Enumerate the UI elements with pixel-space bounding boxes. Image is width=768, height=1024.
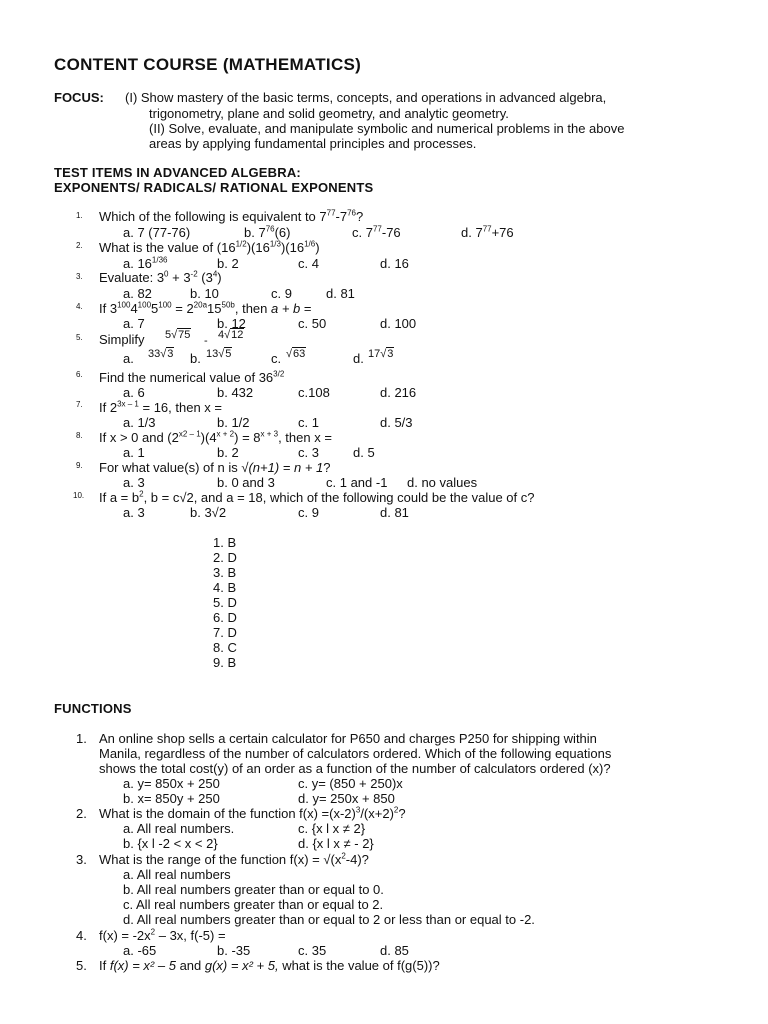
choice-b: b. 0 and 3 bbox=[217, 475, 275, 490]
choice-a: a. All real numbers bbox=[123, 867, 231, 882]
choice-b: b. -35 bbox=[217, 943, 251, 958]
question-number: 7. bbox=[76, 400, 83, 409]
choice-d: d. 81 bbox=[380, 505, 409, 520]
question-8-text: If x > 0 and $(2^{x2 - 1})(4^{x + 2}) = 8^{x + 3}$, then x = bbox=[99, 429, 332, 445]
answer-key-item: 8. C bbox=[213, 640, 237, 655]
question-number: 2. bbox=[76, 241, 83, 250]
choice-c: c. 50 bbox=[298, 316, 327, 331]
section-heading-algebra: TEST ITEMS IN ADVANCED ALGEBRA: bbox=[54, 165, 301, 180]
choice-a: a. 1/3 bbox=[123, 415, 156, 430]
choice-b: b. $7^{76}(6)$ bbox=[244, 224, 291, 240]
choice-a-label: a. bbox=[123, 351, 134, 366]
choice-d: d. 16 bbox=[380, 256, 409, 271]
choice-a: a. y= 850x + 250 bbox=[123, 776, 220, 791]
choice-c: c. 9 bbox=[271, 286, 292, 301]
choice-b: 13√5 bbox=[206, 348, 232, 360]
question-number: 3. bbox=[76, 852, 87, 867]
choice-a: a. All real numbers. bbox=[123, 821, 235, 836]
answer-key-item: 6. D bbox=[213, 610, 237, 625]
choice-a: a. 7 (77-76) bbox=[123, 225, 191, 240]
choice-d: d. no values bbox=[407, 475, 478, 490]
choice-b: b. 432 bbox=[217, 385, 254, 400]
focus-line-1: (I) Show mastery of the basic terms, concepts, and operations in advanced algebra, bbox=[125, 90, 607, 105]
choice-d: d. 81 bbox=[326, 286, 355, 301]
choice-b-label: b. bbox=[190, 351, 201, 366]
radical-expression-1: 5√75 bbox=[165, 329, 191, 341]
choice-d: d. {x l x ≠ - 2} bbox=[298, 836, 374, 851]
focus-line-2: trigonometry, plane and solid geometry, and analytic geometry. bbox=[149, 106, 509, 121]
choice-a: a. 7 bbox=[123, 316, 145, 331]
choice-b: b. {x l -2 < x < 2} bbox=[123, 836, 218, 851]
focus-label: FOCUS: bbox=[54, 90, 104, 105]
question-1-text: Which of the following is equivalent to $7^{77}-7^{76}$? bbox=[99, 208, 364, 224]
answer-key-item: 7. D bbox=[213, 625, 237, 640]
answer-key-item: 3. B bbox=[213, 565, 237, 580]
choice-b: b. 1/2 bbox=[217, 415, 250, 430]
question-number: 2. bbox=[76, 806, 87, 821]
answer-key-item: 5. D bbox=[213, 595, 237, 610]
question-number: 4. bbox=[76, 302, 83, 311]
section-heading-functions: FUNCTIONS bbox=[54, 701, 132, 716]
focus-line-4: areas by applying fundamental principles and processes. bbox=[149, 136, 477, 151]
question-number: 6. bbox=[76, 370, 83, 379]
question-number: 1. bbox=[76, 211, 83, 220]
choice-a: a. 82 bbox=[123, 286, 152, 301]
choice-c: c. {x l x ≠ 2} bbox=[298, 821, 366, 836]
function-question-1-line-2: Manila, regardless of the number of calculators ordered. Which of the following equations bbox=[99, 746, 612, 761]
choice-d: d. $7^{77}+76$ bbox=[461, 224, 514, 240]
question-number: 5. bbox=[76, 333, 83, 342]
choice-d: d. 5 bbox=[353, 445, 375, 460]
choice-a: 33√3 bbox=[148, 348, 174, 360]
choice-c: c. 1 bbox=[298, 415, 319, 430]
choice-c: c.108 bbox=[298, 385, 330, 400]
question-3-text: Evaluate: $3^0 + 3^{-2}$ $(3^4)$ bbox=[99, 269, 222, 285]
function-question-2-text: What is the domain of the function $f(x) =(x-2)^3/(x+2)^2$? bbox=[99, 805, 406, 821]
choice-c: √63 bbox=[286, 348, 306, 360]
function-question-1-line-1: An online shop sells a certain calculator for P650 and charges P250 for shipping within bbox=[99, 731, 597, 746]
choice-b: b. 10 bbox=[190, 286, 219, 301]
minus-sign: - bbox=[204, 335, 208, 347]
choice-d: d. 100 bbox=[380, 316, 417, 331]
question-number: 3. bbox=[76, 272, 83, 281]
choice-b: b. 12 bbox=[217, 316, 246, 331]
choice-c: c. 4 bbox=[298, 256, 319, 271]
question-number: 9. bbox=[76, 461, 83, 470]
question-number: 1. bbox=[76, 731, 87, 746]
function-question-1-line-3: shows the total cost(y) of an order as a function of the number of calculators ordered (x)? bbox=[99, 761, 611, 776]
choice-d-label: d. bbox=[353, 351, 364, 366]
choice-b: b. x= 850y + 250 bbox=[123, 791, 220, 806]
choice-c-label: c. bbox=[271, 351, 282, 366]
choice-d: 17√3 bbox=[368, 348, 394, 360]
question-6-text: Find the numerical value of $36^{3/2}$ bbox=[99, 369, 285, 385]
choice-b: b. 2 bbox=[217, 256, 239, 271]
choice-c: c. 9 bbox=[298, 505, 319, 520]
question-number: 4. bbox=[76, 928, 87, 943]
choice-a: a. 1 bbox=[123, 445, 145, 460]
choice-c: c. 35 bbox=[298, 943, 327, 958]
question-7-text: If $2^{3x - 1} = 16$, then x = bbox=[99, 399, 222, 415]
choice-b: b. 3√2 bbox=[190, 505, 227, 520]
page-title: CONTENT COURSE (MATHEMATICS) bbox=[54, 55, 362, 74]
choice-c: c. 1 and -1 bbox=[326, 475, 388, 490]
question-number: 8. bbox=[76, 431, 83, 440]
choice-d: d. 216 bbox=[380, 385, 417, 400]
focus-line-3: (II) Solve, evaluate, and manipulate symbolic and numerical problems in the above bbox=[149, 121, 625, 136]
choice-d: d. All real numbers greater than or equal to 2 or less than or equal to -2. bbox=[123, 912, 535, 927]
choice-a: a. $16^{1/36}$ bbox=[123, 255, 168, 271]
choice-a: a. 3 bbox=[123, 505, 145, 520]
choice-d: d. 5/3 bbox=[380, 415, 413, 430]
question-2-text: What is the value of $(16^{1/2})(16^{1/3})(16^{1/6})$ bbox=[99, 239, 320, 255]
radical-expression-2: 4√12 bbox=[218, 329, 244, 341]
answer-key-item: 9. B bbox=[213, 655, 237, 670]
question-4-text: If $3^{100}4^{100}5^{100} = 2^{20a}15^{50b}$, then a + b = bbox=[99, 300, 312, 316]
function-question-3-text: What is the range of the function $f(x) = √(x^2-4)$? bbox=[99, 851, 369, 867]
choice-b: b. All real numbers greater than or equal to 0. bbox=[123, 882, 384, 897]
question-number: 5. bbox=[76, 958, 87, 973]
function-question-4-text: $f(x) = -2x^2 - 3x$, f(-5) = bbox=[99, 927, 226, 943]
question-number: 10. bbox=[73, 491, 85, 500]
section-heading-exponents: EXPONENTS/ RADICALS/ RATIONAL EXPONENTS bbox=[54, 180, 374, 195]
answer-key-item: 1. B bbox=[213, 535, 237, 550]
answer-key-item: 2. D bbox=[213, 550, 237, 565]
answer-key-item: 4. B bbox=[213, 580, 237, 595]
question-9-text: For what value(s) of n is √(n+1) = n + 1? bbox=[99, 460, 331, 475]
choice-a: a. -65 bbox=[123, 943, 157, 958]
choice-c: c. All real numbers greater than or equal to 2. bbox=[123, 897, 384, 912]
choice-d: d. 85 bbox=[380, 943, 409, 958]
choice-c: c. 3 bbox=[298, 445, 319, 460]
question-10-text: If $a = b^2$, b = c√2, and a = 18, which of the following could be the value of c? bbox=[99, 489, 535, 505]
choice-c: c. y= (850 + 250)x bbox=[298, 776, 403, 791]
choice-a: a. 6 bbox=[123, 385, 145, 400]
choice-b: b. 2 bbox=[217, 445, 239, 460]
function-question-5-text: If f(x) = x² – 5 and g(x) = x² + 5, what is the value of f(g(5))? bbox=[99, 958, 440, 973]
choice-d: d. y= 250x + 850 bbox=[298, 791, 395, 806]
choice-a: a. 3 bbox=[123, 475, 145, 490]
choice-c: c. $7^{77}-76$ bbox=[352, 224, 401, 240]
question-5-text: Simplify bbox=[99, 332, 145, 347]
